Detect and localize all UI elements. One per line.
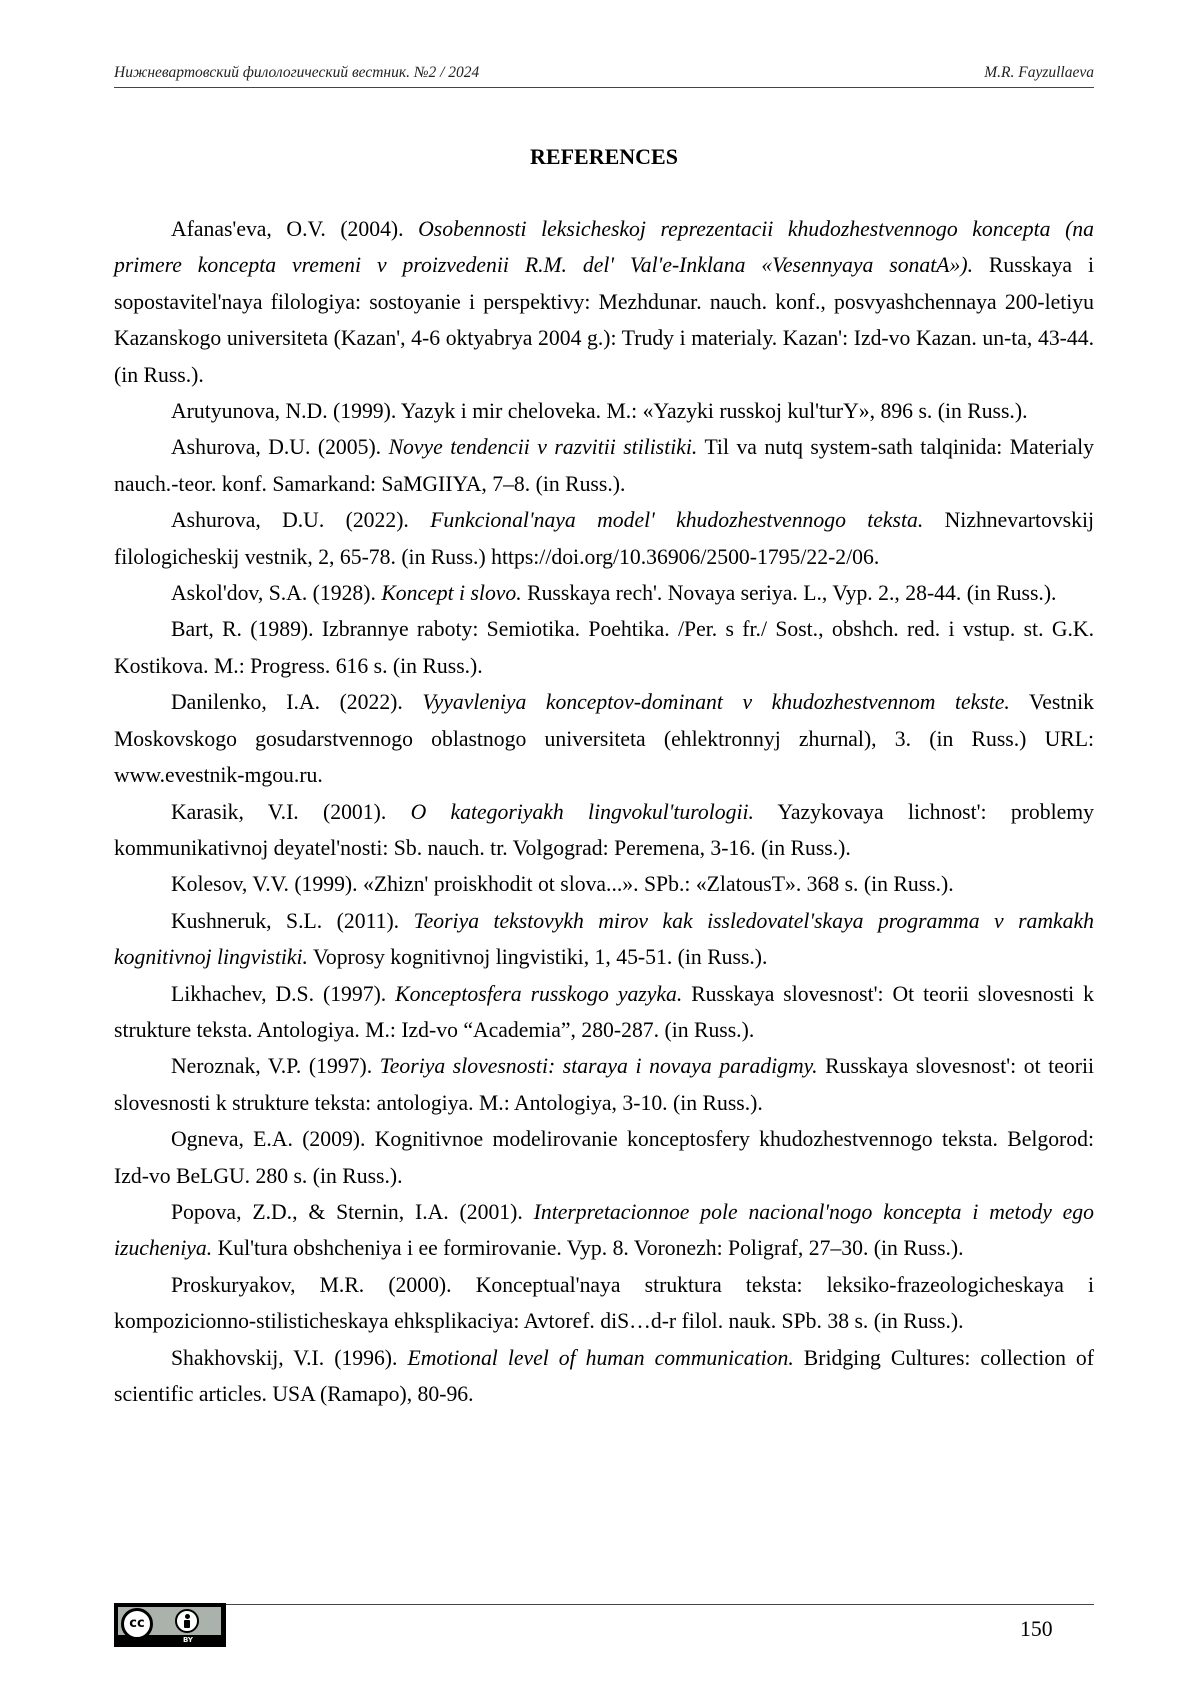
creative-commons-by-icon [114, 1603, 226, 1647]
reference-title-italic: Interpretacionnoe pole nacional'nogo koncepta i metody ego izucheniya. [114, 1199, 1094, 1261]
attribution-icon [175, 1609, 199, 1633]
footer-divider [226, 1604, 1094, 1605]
reference-title-italic: Osobennosti leksicheskoj reprezentacii khudozhestvennogo koncepta (na primere koncepta vremeni v proizvedenii R.M. del' Val'e-Inklana «Vesennyaya sonatA»). [114, 217, 1094, 278]
reference-entry [114, 794, 1094, 867]
reference-text: Karasik, V.I. (2001). [171, 799, 411, 824]
reference-entry [114, 1048, 1094, 1121]
reference-text: Kolesov, V.V. (1999). «Zhizn' proiskhodit ot slova...». SPb.: «ZlatousT». 368 s. (in Russ.). [171, 872, 954, 897]
references-list [114, 211, 1094, 1412]
reference-source: Russkaya i sopostavitel'naya filologiya: sostoyanie i perspektivy: Mezhdunar. nauch. konf., posvyashchennaya 200-letiyu Kazanskogo universiteta (Kazan', 4-6 oktyabrya 2004 g.): Trudy i materialy. Kazan': Izd-vo Kazan. un-ta, 43-44. (in Russ.). [114, 253, 1095, 387]
reference-entry [114, 866, 1094, 902]
reference-text: Afanas'eva, O.V. (2004). [171, 217, 419, 241]
reference-title-italic: Novye tendencii v razvitii stilistiki. [388, 435, 698, 460]
reference-source: Yazykovaya lichnost': problemy kommunikativnoj deyatel'nosti: Sb. nauch. tr. Volgograd: Peremena, 3-16. (in Russ.). [114, 799, 1094, 860]
reference-source: Russkaya slovesnost': ot teorii slovesnosti k strukture teksta: antologiya. M.: Antologiya, 3-10. (in Russ.). [114, 1054, 1094, 1115]
reference-entry [114, 1340, 1094, 1413]
reference-entry [114, 502, 1094, 575]
reference-text: Proskuryakov, M.R. (2000). Konceptual'naya struktura teksta: leksiko-frazeologicheskaya i kompozicionno-stilisticheskaya ehksplikaciya: Avtoref. diS…d-r filol. nauk. SPb. 38 s. (in Russ.). [114, 1272, 1094, 1334]
reference-entry [114, 575, 1094, 611]
reference-text: Askol'dov, S.A. (1928). [171, 581, 382, 606]
by-label: BY [182, 1636, 194, 1644]
reference-text: Neroznak, V.P. (1997). [171, 1054, 380, 1079]
reference-entry [114, 393, 1094, 429]
author-name: M.R. Fayzullaeva [984, 64, 1094, 81]
reference-text: Bart, R. (1989). Izbrannye raboty: Semiotika. Poehtika. /Per. s fr./ Sost., obshch. red. i vstup. st. G.K. Kostikova. M.: Progress. 616 s. (in Russ.). [114, 617, 1094, 678]
reference-source: Vestnik Moskovskogo gosudarstvennogo oblastnogo universiteta (ehlektronnyj zhurnal), 3. (in Russ.) URL: www.evestnik-mgou.ru. [114, 690, 1095, 788]
reference-entry [114, 684, 1094, 793]
reference-text: Popova, Z.D., & Sternin, I.A. (2001). [171, 1199, 534, 1224]
reference-entry [114, 1121, 1094, 1194]
reference-source: Bridging Cultures: collection of scientific articles. USA (Ramapo), 80-96. [114, 1345, 1094, 1406]
reference-text: Likhachev, D.S. (1997). [171, 981, 396, 1006]
section-title: REFERENCES [530, 144, 678, 169]
reference-text: Danilenko, I.A. (2022). [171, 690, 423, 715]
reference-entry [114, 1267, 1094, 1340]
reference-text: Shakhovskij, V.I. (1996). [171, 1345, 408, 1370]
running-header [114, 63, 1094, 88]
reference-title-italic: Emotional level of human communication. [407, 1345, 794, 1370]
reference-source: Russkaya slovesnost': Ot teorii slovesnosti k strukture teksta. Antologiya. M.: Izd-vo “Academia”, 280-287. (in Russ.). [114, 981, 1094, 1042]
reference-entry [114, 903, 1094, 976]
reference-source: Til va nutq system-sath talqinida: Materialy nauch.-teor. konf. Samarkand: SaMGIIYA, 7–8. (in Russ.). [114, 435, 1095, 496]
reference-text: Arutyunova, N.D. (1999). Yazyk i mir cheloveka. M.: «Yazyki russkoj kul'turY», 896 s. (in Russ.). [171, 399, 1028, 424]
reference-title-italic: O kategoriyakh lingvokul'turologii. [410, 799, 754, 824]
reference-entry [114, 429, 1094, 502]
reference-title-italic: Teoriya slovesnosti: staraya i novaya paradigmy. [379, 1054, 818, 1079]
reference-source: Kul'tura obshcheniya i ee formirovanie. Vyp. 8. Voronezh: Poligraf, 27–30. (in Russ.). [212, 1236, 964, 1261]
reference-title-italic: Konceptosfera russkogo yazyka. [395, 981, 683, 1006]
reference-entry [114, 1194, 1094, 1267]
reference-title-italic: Vyyavleniya konceptov-dominant v khudozhestvennom tekste. [422, 690, 1010, 715]
reference-text: Ogneva, E.A. (2009). Kognitivnoe modelirovanie konceptosfery khudozhestvennogo teksta. Belgorod: Izd-vo BeLGU. 280 s. (in Russ.). [114, 1127, 1094, 1188]
journal-title: Нижневартовский филологический вестник. №2 / 2024 [114, 64, 480, 81]
reference-title-italic: Funkcional'naya model' khudozhestvennogo teksta. [430, 508, 924, 533]
reference-entry [114, 611, 1094, 684]
reference-text: Ashurova, D.U. (2022). [171, 508, 431, 533]
reference-source: Nizhnevartovskij filologicheskij vestnik, 2, 65-78. (in Russ.) https://doi.org/10.36906/2500-1795/22-2/06. [114, 508, 1094, 569]
reference-text: Kushneruk, S.L. (2011). [171, 908, 414, 933]
reference-entry [114, 976, 1094, 1049]
reference-source: Voprosy kognitivnoj lingvistiki, 1, 45-51. (in Russ.). [307, 945, 768, 970]
reference-title-italic: Koncept i slovo. [381, 581, 522, 606]
reference-text: Ashurova, D.U. (2005). [171, 435, 389, 460]
reference-entry [114, 211, 1094, 393]
reference-source: Russkaya rech'. Novaya seriya. L., Vyp. 2., 28-44. (in Russ.). [521, 581, 1057, 606]
reference-title-italic: Teoriya tekstovykh mirov kak issledovatel'skaya programma v ramkakh kognitivnoj lingvistiki. [114, 908, 1094, 970]
page-number: 150 [1020, 1617, 1053, 1641]
cc-icon: cc [121, 1608, 153, 1640]
